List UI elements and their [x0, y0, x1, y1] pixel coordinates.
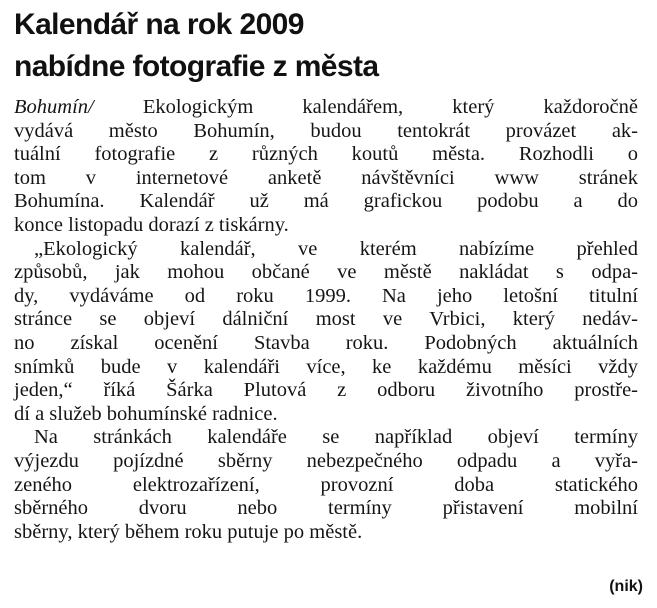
body-line: sběrného dvoru nebo termíny přistavení mobilní [14, 497, 638, 520]
body-line: tom v internetové anketě návštěvníci www stránek [14, 166, 638, 189]
paragraph-1 [14, 96, 638, 238]
headline-line: nabídne fotografie z města [14, 50, 379, 83]
body-line: stránce se objeví dálniční most ve Vrbici, který nedáv- [14, 308, 638, 331]
headline-line: Kalendář na rok 2009 [14, 8, 304, 41]
body-line: dí a služeb bohumínské radnice. [14, 402, 278, 425]
body-line: dy, vydáváme od roku 1999. Na jeho letošní titulní [14, 284, 638, 307]
body-line: Bohumína. Kalendář už má grafickou podobu a do [14, 190, 638, 213]
author-signature: (nik) [609, 578, 643, 595]
paragraph-2 [14, 238, 638, 427]
body-line: sběrny, který během roku putuje po městě. [14, 520, 363, 543]
paragraph-3 [14, 426, 638, 544]
body-line-text: Ekologickým kalendářem, který každoročně [93, 96, 638, 118]
body-line: snímků bude v kalendáři více, ke každému měsíci vždy [14, 355, 638, 378]
body-line: tuální fotografie z různých koutů města. Rozhodli o [14, 143, 638, 166]
body-line: výjezdu pojízdné sběrny nebezpečného odpadu a vyřa- [14, 449, 638, 472]
body-line [14, 96, 638, 120]
body-line: Na stránkách kalendáře se například objeví termíny [34, 426, 638, 449]
body-line: vydává město Bohumín, budou tentokrát provázet ak- [14, 119, 638, 142]
body-line: konce listopadu dorazí z tiskárny. [14, 213, 289, 236]
body-line: „Ekologický kalendář, ve kterém nabízíme přehled [34, 237, 638, 260]
body-line: jeden,“ říká Šárka Plutová z odboru životního prostře- [14, 379, 638, 402]
body-line: zeného elektrozařízení, provozní doba statického [14, 473, 638, 496]
article-body [14, 96, 638, 544]
dateline: Bohumín/ [14, 96, 94, 118]
body-line: způsobů, jak mohou občané ve městě nakládat s odpa- [14, 261, 638, 284]
body-line: no získal ocenění Stavba roku. Podobných aktuálních [14, 331, 638, 354]
article-headline [14, 4, 644, 88]
